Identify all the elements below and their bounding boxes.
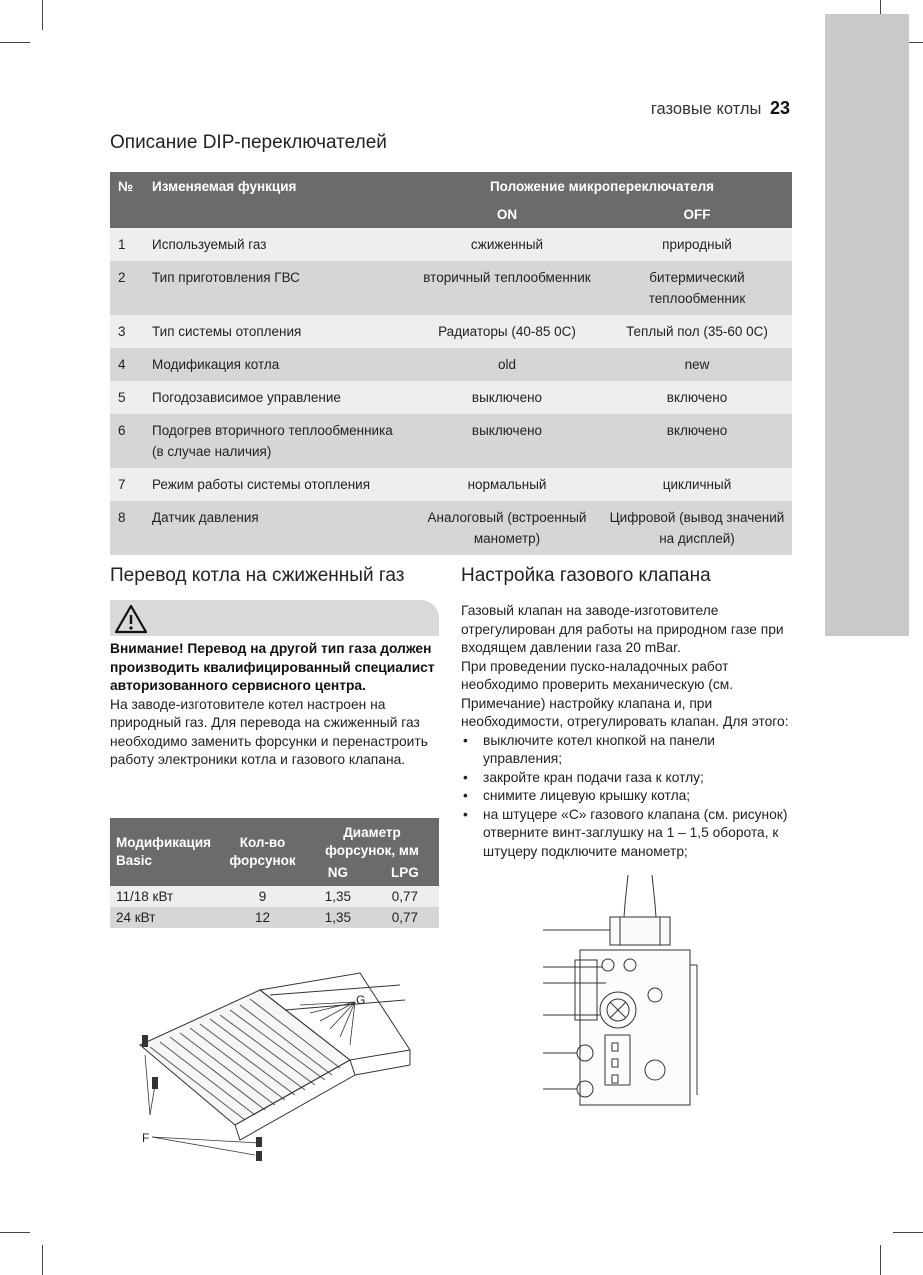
lpg-warning: Внимание! Перевод на другой тип газа должен производить квалифицированный специалист авторизованного сервисного центра. bbox=[110, 641, 435, 693]
table-row bbox=[110, 886, 439, 907]
table-row bbox=[110, 501, 792, 555]
list-item: • на штуцере «С» газового клапана (см. рисунок) отверните винт-заглушку на 1 – 1,5 оборота, к штуцеру подключите манометр; bbox=[461, 806, 791, 862]
table-row bbox=[110, 907, 439, 928]
col-diam: Диаметр форсунок, мм bbox=[305, 818, 439, 862]
page-header bbox=[651, 98, 790, 119]
warning-bar bbox=[110, 600, 439, 636]
table-row bbox=[110, 468, 792, 501]
cell-off: new bbox=[602, 348, 792, 381]
cell-on: Радиаторы (40-85 0С) bbox=[412, 315, 602, 348]
figure-label-g: G bbox=[356, 993, 366, 1007]
crop-mark bbox=[0, 42, 30, 43]
cell-on: сжиженный bbox=[412, 228, 602, 261]
cell-num: 4 bbox=[110, 348, 146, 381]
cell-mod: 11/18 кВт bbox=[110, 886, 220, 907]
cell-func: Режим работы системы отопления bbox=[146, 468, 412, 501]
cell-num: 3 bbox=[110, 315, 146, 348]
col-off: OFF bbox=[602, 200, 792, 228]
table-row bbox=[110, 381, 792, 414]
crop-mark bbox=[42, 0, 43, 30]
cell-count: 9 bbox=[220, 886, 305, 907]
burner-illustration bbox=[110, 965, 440, 1165]
col-lpg: LPG bbox=[371, 862, 439, 886]
col-func: Изменяемая функция bbox=[146, 172, 412, 200]
dip-table bbox=[110, 172, 792, 555]
cell-on: вторичный теплообменник bbox=[412, 261, 602, 315]
cell-on: выключено bbox=[412, 381, 602, 414]
cell-ng: 1,35 bbox=[305, 907, 371, 928]
cell-num: 7 bbox=[110, 468, 146, 501]
cell-off: Цифровой (вывод значений на дисплей) bbox=[602, 501, 792, 555]
cell-on: выключено bbox=[412, 414, 602, 468]
lpg-body: На заводе-изготовителе котел настроен на природный газ. Для перевода на сжиженный газ необходимо заменить форсунки и перенастроить работу электроники котла и газового клапана. bbox=[110, 696, 428, 767]
cell-num: 6 bbox=[110, 414, 146, 468]
cell-func: Тип приготовления ГВС bbox=[146, 261, 412, 315]
side-tab bbox=[825, 14, 909, 636]
figure-label-f: F bbox=[142, 1131, 150, 1145]
col-ng: NG bbox=[305, 862, 371, 886]
warning-icon bbox=[114, 604, 148, 634]
table-row bbox=[110, 228, 792, 261]
lpg-text bbox=[110, 640, 440, 770]
cell-on: нормальный bbox=[412, 468, 602, 501]
page-number: 23 bbox=[769, 98, 790, 118]
col-count: Кол-во форсунок bbox=[220, 818, 305, 886]
cell-func: Подогрев вторичного теплообменника (в случае наличия) bbox=[146, 414, 412, 468]
lpg-title: Перевод котла на сжиженный газ bbox=[110, 565, 405, 586]
table-row bbox=[110, 348, 792, 381]
cell-off: включено bbox=[602, 381, 792, 414]
list-item: • закройте кран подачи газа к котлу; bbox=[461, 769, 791, 788]
cell-mod: 24 кВт bbox=[110, 907, 220, 928]
crop-mark bbox=[880, 1245, 881, 1275]
header-section: газовые котлы bbox=[650, 100, 762, 118]
cell-num: 8 bbox=[110, 501, 146, 555]
list-item: • выключите котел кнопкой на панели управления; bbox=[461, 732, 791, 769]
dip-title: Описание DIP-переключателей bbox=[110, 132, 387, 153]
table-row bbox=[110, 315, 792, 348]
valve-title: Настройка газового клапана bbox=[461, 565, 711, 586]
col-pos: Положение микропереключателя bbox=[412, 172, 792, 200]
crop-mark bbox=[0, 1232, 30, 1233]
cell-ng: 1,35 bbox=[305, 886, 371, 907]
cell-func: Погодозависимое управление bbox=[146, 381, 412, 414]
cell-on: Аналоговый (встроенный манометр) bbox=[412, 501, 602, 555]
cell-on: old bbox=[412, 348, 602, 381]
valve-p2: При проведении пуско-наладочных работ необходимо проверить механическую (см. Примечание) настройку клапана и, при необходимости, отрегулировать клапан. Для этого: bbox=[461, 658, 789, 729]
cell-off: включено bbox=[602, 414, 792, 468]
cell-func: Модификация котла bbox=[146, 348, 412, 381]
cell-func: Используемый газ bbox=[146, 228, 412, 261]
valve-text bbox=[461, 602, 791, 861]
table-row bbox=[110, 261, 792, 315]
cell-off: битермический теплообменник bbox=[602, 261, 792, 315]
valve-p1: Газовый клапан на заводе-изготовителе отрегулирован для работы на природном газе при входящем давлении газа 20 mBar. bbox=[461, 603, 784, 655]
valve-steps bbox=[461, 732, 791, 862]
cell-num: 2 bbox=[110, 261, 146, 315]
cell-off: Теплый пол (35-60 0С) bbox=[602, 315, 792, 348]
crop-mark bbox=[42, 1245, 43, 1275]
cell-off: природный bbox=[602, 228, 792, 261]
cell-lpg: 0,77 bbox=[371, 886, 439, 907]
crop-mark bbox=[893, 1232, 923, 1233]
col-num: № bbox=[110, 172, 146, 200]
list-item: • снимите лицевую крышку котла; bbox=[461, 787, 791, 806]
cell-num: 5 bbox=[110, 381, 146, 414]
nozzle-table bbox=[110, 818, 439, 928]
cell-func: Тип системы отопления bbox=[146, 315, 412, 348]
cell-func: Датчик давления bbox=[146, 501, 412, 555]
col-on: ON bbox=[412, 200, 602, 228]
cell-num: 1 bbox=[110, 228, 146, 261]
cell-lpg: 0,77 bbox=[371, 907, 439, 928]
table-row bbox=[110, 414, 792, 468]
gas-valve-illustration bbox=[540, 875, 705, 1115]
cell-count: 12 bbox=[220, 907, 305, 928]
cell-off: цикличный bbox=[602, 468, 792, 501]
col-mod: Модификация Basic bbox=[110, 818, 220, 886]
